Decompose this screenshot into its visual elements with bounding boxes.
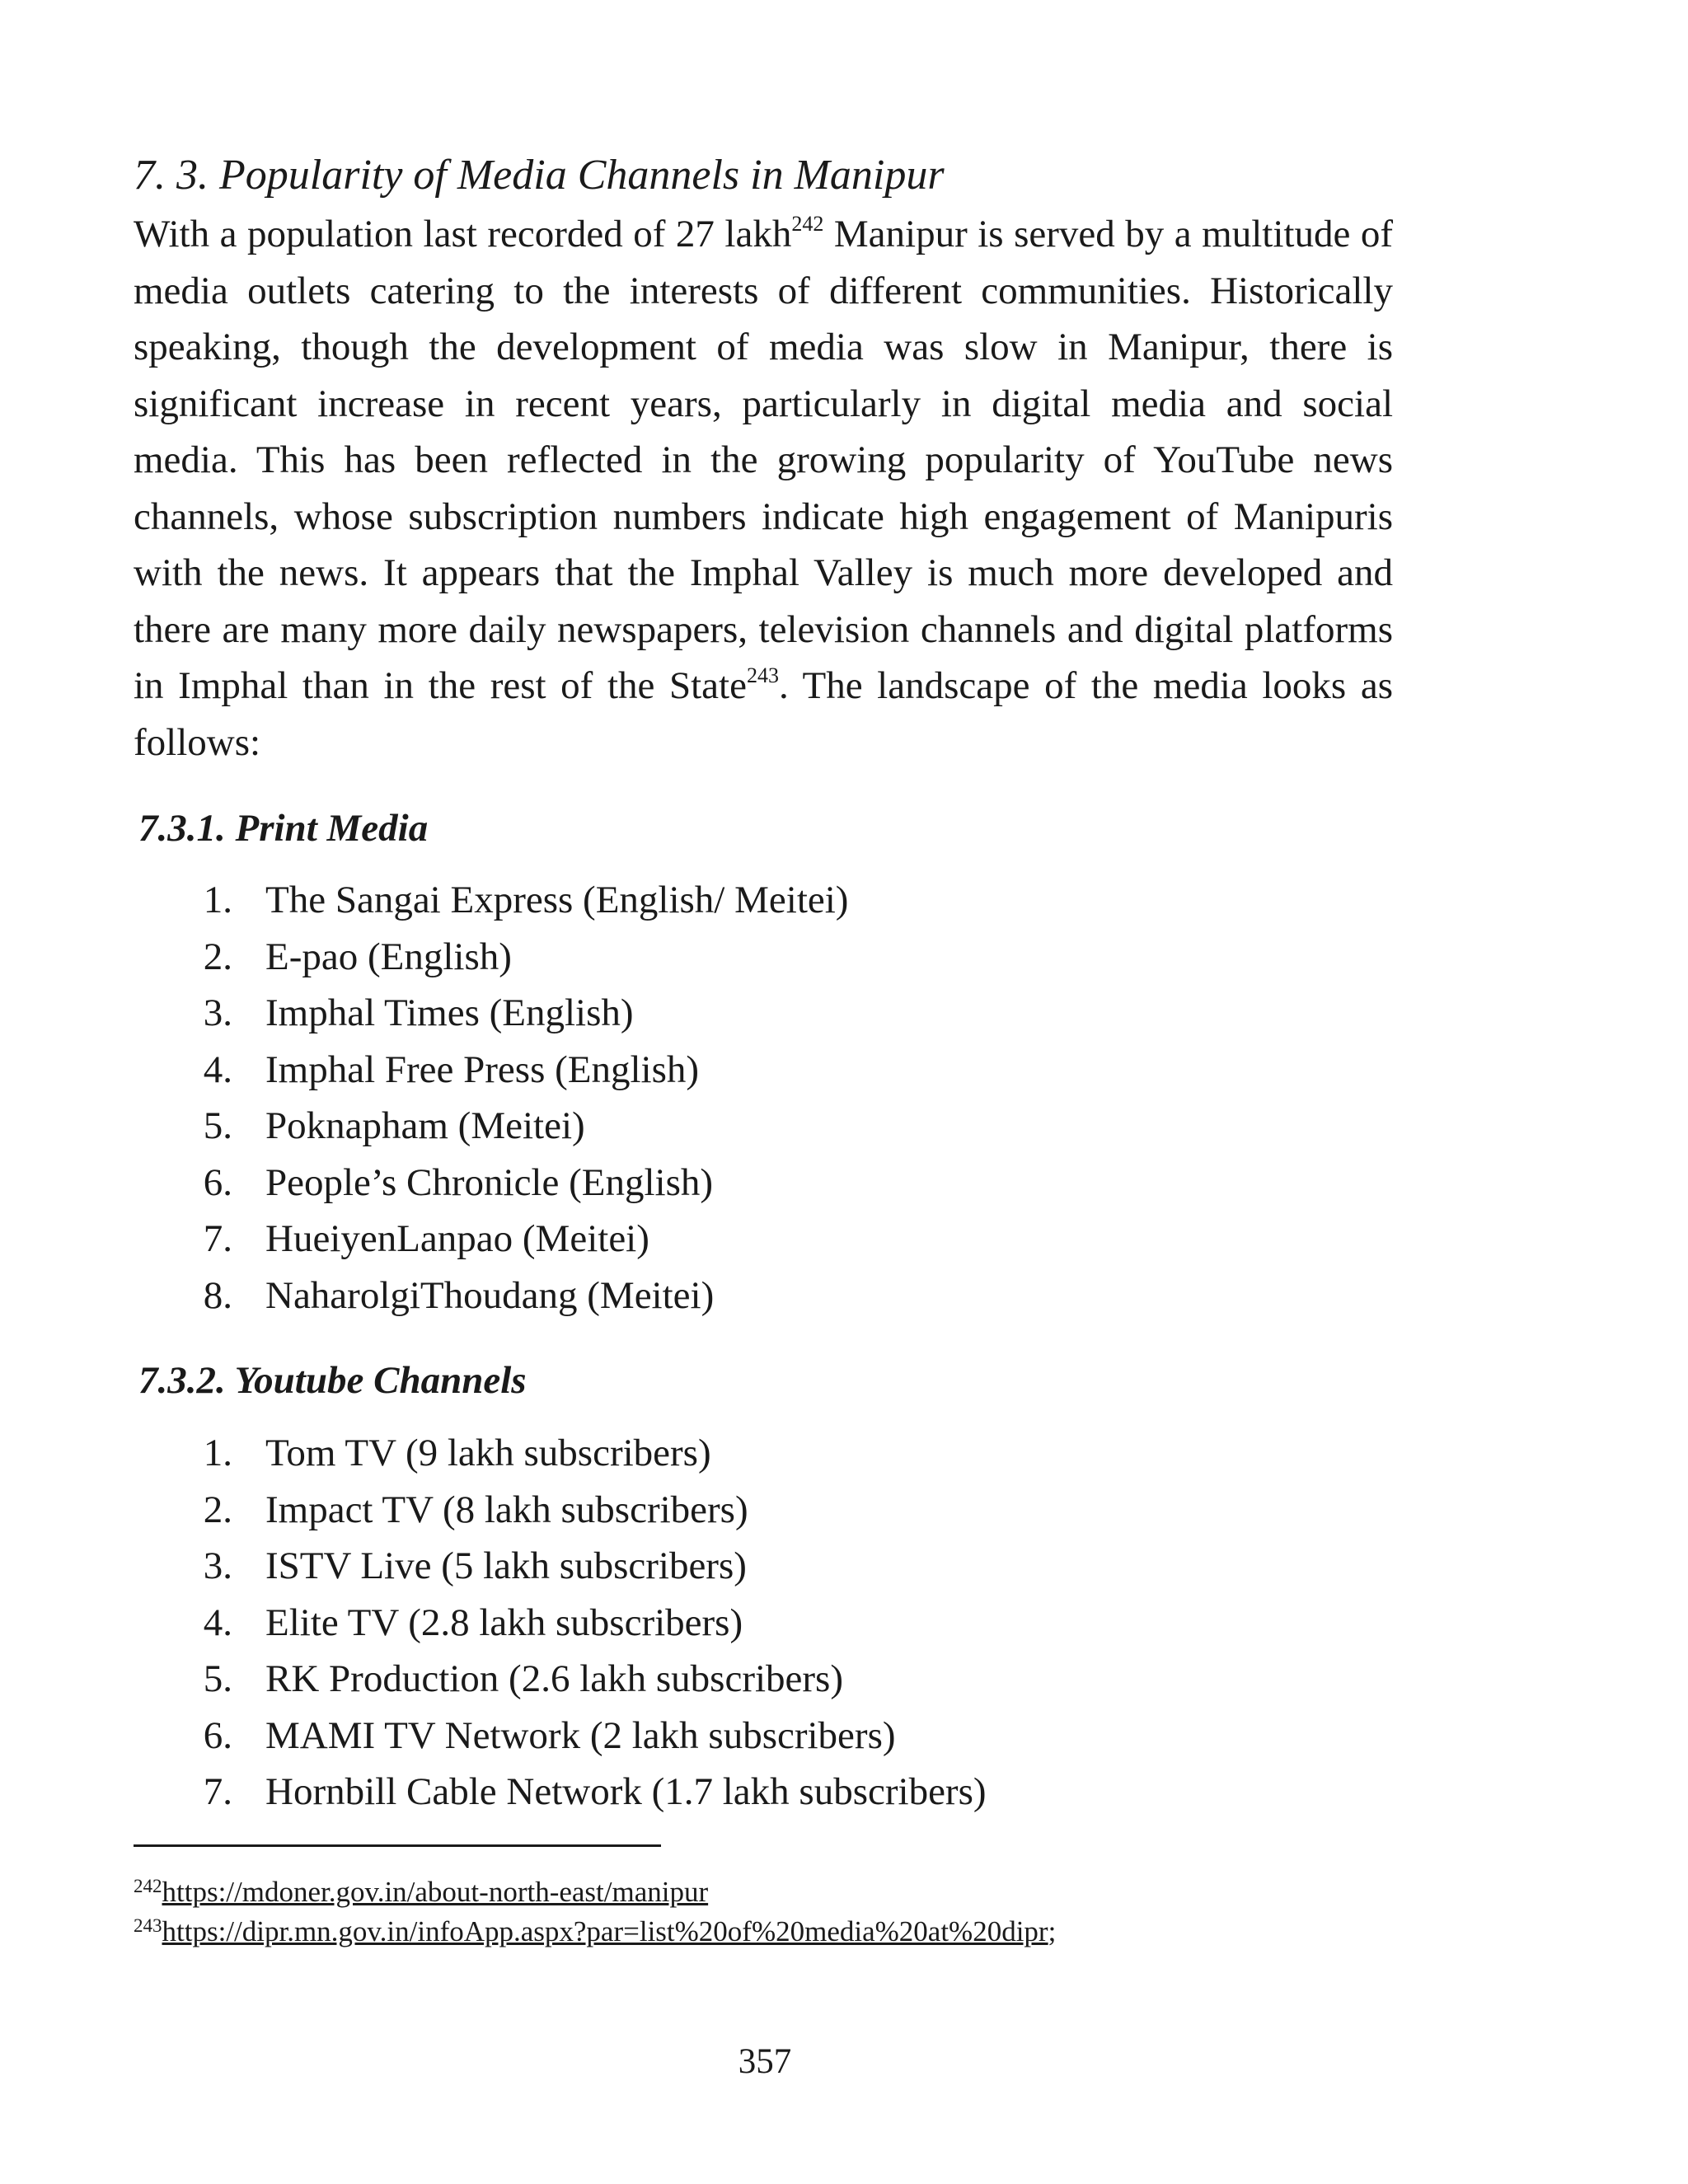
- footnote-link[interactable]: https://mdoner.gov.in/about-north-east/manipur: [162, 1876, 709, 1908]
- list-item: [0, 929, 1401, 986]
- footnote-suffix: ;: [1048, 1915, 1057, 1947]
- footnote-divider: [134, 1844, 661, 1847]
- footnote-number: 243: [134, 1915, 162, 1936]
- list-item-text: ISTV Live (5 lakh subscribers): [265, 1544, 747, 1587]
- list-item-number: 5.: [203, 1657, 232, 1700]
- list-item-text: E-pao (English): [265, 935, 512, 978]
- list-item: [0, 1595, 1401, 1652]
- list-item: [0, 1764, 1401, 1821]
- list-item-number: 1.: [203, 879, 232, 921]
- footnote-243: [134, 1914, 1056, 1950]
- list-item: [0, 1042, 1401, 1099]
- footnote-number: 242: [134, 1876, 162, 1896]
- list-item-number: 2.: [203, 1488, 232, 1531]
- intro-text-part3: . The landscape of the media looks as follows:: [134, 664, 1393, 764]
- list-item-number: 6.: [203, 1160, 232, 1204]
- list-item-number: 5.: [203, 1104, 232, 1147]
- list-item: [0, 1155, 1401, 1212]
- footnote-ref-242[interactable]: 242: [791, 212, 824, 236]
- list-item-number: 1.: [203, 1432, 232, 1474]
- list-item-text: The Sangai Express (English/ Meitei): [265, 879, 849, 921]
- list-item: [0, 985, 1401, 1042]
- section-title: 7. 3. Popularity of Media Channels in Manipur: [134, 152, 945, 199]
- list-item-text: MAMI TV Network (2 lakh subscribers): [265, 1713, 896, 1757]
- list-item-number: 3.: [203, 1544, 232, 1587]
- list-item: [0, 1098, 1401, 1155]
- page-number: 357: [738, 2042, 792, 2081]
- list-item-number: 7.: [203, 1217, 232, 1260]
- footnote-ref-243[interactable]: 243: [746, 663, 779, 687]
- list-item-text: Imphal Free Press (English): [265, 1047, 700, 1091]
- list-item-number: 6.: [203, 1713, 232, 1757]
- list-item-text: RK Production (2.6 lakh subscribers): [265, 1657, 843, 1700]
- list-item-text: Hornbill Cable Network (1.7 lakh subscribers): [265, 1770, 987, 1813]
- list-item-text: Elite TV (2.8 lakh subscribers): [265, 1601, 743, 1644]
- list-item-text: Tom TV (9 lakh subscribers): [265, 1432, 711, 1474]
- list-item: [0, 1651, 1401, 1708]
- intro-text-part1: With a population last recorded of 27 lakh: [134, 213, 792, 255]
- intro-paragraph: [134, 206, 1393, 771]
- list-item-text: Imphal Times (English): [265, 991, 634, 1034]
- list-item: [0, 1268, 1401, 1324]
- footnote-242: [134, 1874, 708, 1910]
- list-item: [0, 1538, 1401, 1595]
- list-item: [0, 1211, 1401, 1268]
- print-media-heading: 7.3.1. Print Media: [138, 807, 429, 850]
- footnote-link[interactable]: https://dipr.mn.gov.in/infoApp.aspx?par=list%20of%20media%20at%20dipr: [162, 1915, 1048, 1947]
- list-item-text: HueiyenLanpao (Meitei): [265, 1217, 649, 1260]
- list-item-number: 4.: [203, 1047, 232, 1091]
- list-item: [0, 1708, 1401, 1765]
- list-item-number: 3.: [203, 991, 232, 1034]
- list-item-text: Poknapham (Meitei): [265, 1104, 585, 1147]
- list-item-number: 7.: [203, 1770, 232, 1813]
- list-item-number: 2.: [203, 935, 232, 978]
- list-item-text: Impact TV (8 lakh subscribers): [265, 1488, 748, 1531]
- youtube-channels-list: [0, 1425, 1401, 1821]
- list-item-text: NaharolgiThoudang (Meitei): [265, 1273, 715, 1317]
- list-item-number: 4.: [203, 1601, 232, 1644]
- list-item-text: People’s Chronicle (English): [265, 1160, 714, 1204]
- print-media-list: [0, 872, 1401, 1324]
- youtube-channels-heading: 7.3.2. Youtube Channels: [138, 1359, 527, 1402]
- intro-text-part2: Manipur is served by a multitude of media outlets catering to the interests of different communities. Historically speaking, though the development of media was slow in Manipur, there is significant increase in recent years, particularly in digital media and social media. This has been reflected in the growing popularity of YouTube news channels, whose subscription numbers indicate high engagement of Manipuris with the news. It appears that the Imphal Valley is much more developed and there are many more daily newspapers, television channels and digital platforms in Imphal than in the rest of the State: [134, 213, 1393, 707]
- list-item: [0, 872, 1401, 929]
- list-item: [0, 1425, 1401, 1482]
- list-item-number: 8.: [203, 1273, 232, 1317]
- list-item: [0, 1482, 1401, 1539]
